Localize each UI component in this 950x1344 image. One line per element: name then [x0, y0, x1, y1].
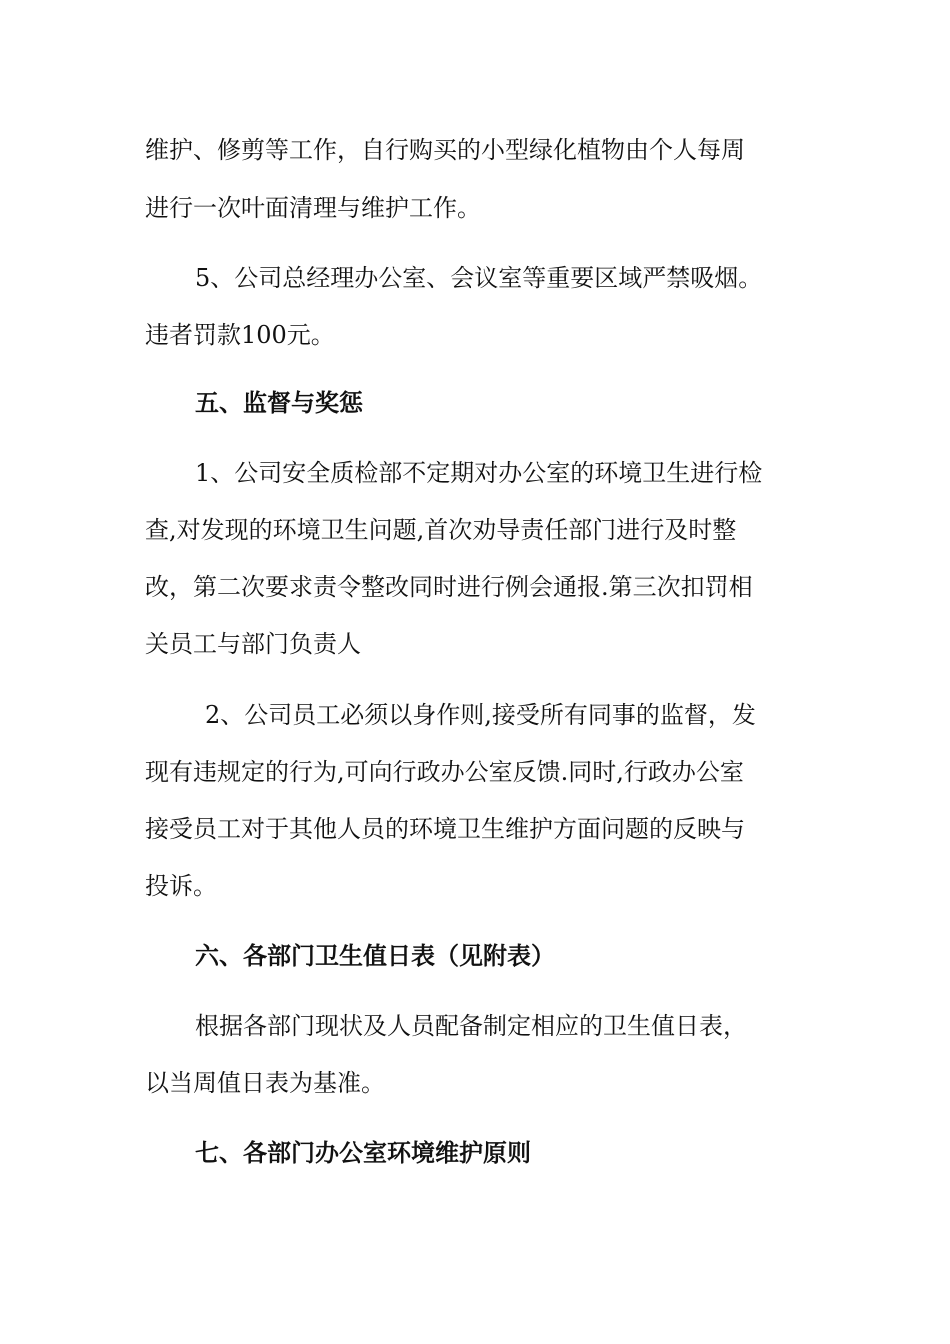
- body-text-line: 改，第二次要求责令整改同时进行例会通报.第三次扣罚相: [145, 573, 753, 601]
- body-text-line: 接受员工对于其他人员的环境卫生维护方面问题的反映与: [145, 815, 745, 843]
- body-text-line: 查,对发现的环境卫生问题,首次劝导责任部门进行及时整: [145, 516, 737, 544]
- section-heading: 五、监督与奖惩: [195, 388, 363, 417]
- section-heading: 六、各部门卫生值日表（见附表）: [195, 941, 555, 970]
- body-text-line: 根据各部门现状及人员配备制定相应的卫生值日表，: [195, 1012, 747, 1040]
- body-text-line: 以当周值日表为基准。: [145, 1069, 385, 1097]
- body-text-line: 2、公司员工必须以身作则,接受所有同事的监督，发: [205, 701, 756, 729]
- body-text-line: 维护、修剪等工作，自行购买的小型绿化植物由个人每周: [145, 136, 745, 164]
- body-text-line: 进行一次叶面清理与维护工作。: [145, 194, 481, 222]
- body-text-line: 违者罚款100元。: [145, 321, 335, 349]
- body-text-line: 关员工与部门负责人: [145, 630, 361, 658]
- section-heading: 七、各部门办公室环境维护原则: [195, 1138, 531, 1167]
- body-text-line: 1、公司安全质检部不定期对办公室的环境卫生进行检: [195, 459, 763, 487]
- body-text-line: 5、公司总经理办公室、会议室等重要区域严禁吸烟。: [195, 264, 763, 292]
- body-text-line: 投诉。: [145, 872, 217, 900]
- body-text-line: 现有违规定的行为,可向行政办公室反馈.同时,行政办公室: [145, 758, 744, 786]
